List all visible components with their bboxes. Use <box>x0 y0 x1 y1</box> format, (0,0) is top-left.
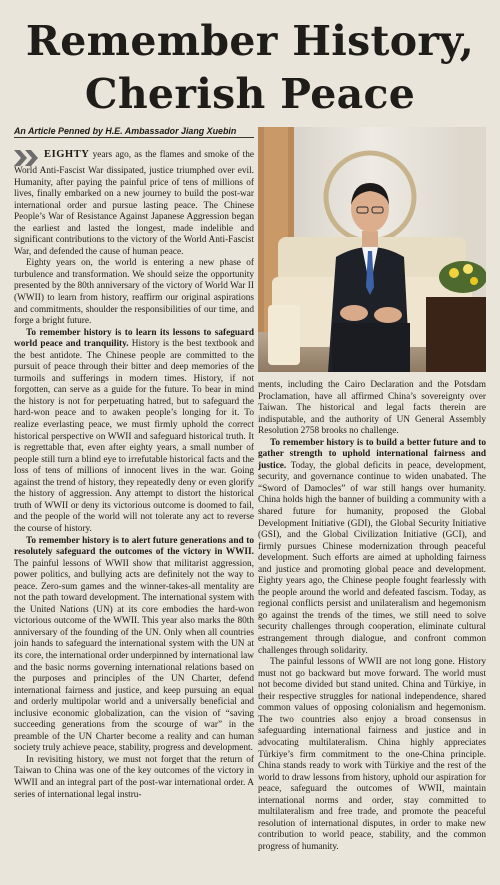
paragraph-4 <box>14 536 254 755</box>
paragraph-6: ments, including the Cairo Declaration and the Potsdam Proclamation, have all affirmed China’s sovereignty over Taiwan. The historical and legal facts therein are indisputable, and the authority of UN General Assembly Resolution 2758 brooks no challenge. <box>258 380 486 437</box>
paragraph-3 <box>14 328 254 536</box>
double-chevron-icon <box>14 150 40 166</box>
paragraph-4-heading: To remember history is to alert future generations and to resolutely safeguard the outcomes of the victory in WWII. <box>14 535 254 558</box>
portrait-image <box>258 127 486 372</box>
paragraph-5: In revisiting history, we must not forget that the return of Taiwan to China was one of the key outcomes of the victory in WWII and an integral part of the post-war international order. A series of international legal instru- <box>14 754 254 800</box>
paragraph-7-text: Today, the global deficits in peace, development, security, and governance continue to widen unabated. The “Sword of Damocles” of war still hangs over humanity. China holds high the banner of building a community with a shared future for humanity, proposed the Global Development Initiative (GDI), the Global Security Initiative (GSI), and the Global Civilization Initiative (GCI), and firmly pursues Chinese modernization through peaceful development. Such efforts are aimed at upholding fairness and justice and promoting global peace and development. Eighty years ago, the Chinese people fought fearlessly with the people around the world and defeated fascism. Today, as regional conflicts persist and unilateralism and hegemonism go against the trends of the times, we still need to solve security challenges through cooperation, eliminate cultural estrangement through dialogue, and confront common challenges through solidarity. <box>258 460 486 656</box>
paragraph-7 <box>258 438 486 657</box>
article-byline: An Article Penned by H.E. Ambassador Jiang Xuebin <box>14 126 237 136</box>
article-column-1 <box>14 149 254 881</box>
article-title-line-2: Cherish Peace <box>84 70 416 118</box>
ambassador-photo <box>258 127 486 372</box>
lead-word: EIGHTY <box>44 149 90 160</box>
paragraph-8: The painful lessons of WWII are not long gone. History must not go backward but move forward. The world must not become divided but stand united. China and Türkiye, in their respective struggles for national independence, shared common values of opposing colonialism and hegemonism. The two countries also enjoy a broad consensus in safeguarding international fairness and justice and in advocating multilateralism. China highly appreciates Türkiye’s firm commitment to the one-China principle. China stands ready to work with Türkiye and the rest of the world to draw lessons from history, uphold our aspiration for peace, safeguard the outcomes of WWII, maintain international norms and order, stay committed to multilateralism and free trade, and promote the peaceful resolution of international disputes, in order to make new contribution to world peace, stability, and the common progress of humanity. <box>258 657 486 852</box>
paragraph-7-heading: To remember history is to build a better future and to gather strength to uphold international fairness and justice. <box>258 437 486 471</box>
paragraph-3-text: History is the best textbook and the best antidote. The Chinese people are committed to the pursuit of peace through their bitter and deep memories of the turmoils and sufferings in modern times. History, if not forgotten, can serve as a guide for the future. To bear in mind the history is not for perpetuating hatred, but to safeguard the hard-won peace and to awaken people’s longing for it. To realize everlasting peace, we must firmly uphold the correct historical perspective on WWII and safeguard historical truth. It is regrettable that, even after eighty years, a small number of people still turn a blind eye to irrefutable historical facts and the loss of tens of millions of innocent lives in the war. Going against the trend of history, they repeatedly deny or even glorify the history of aggression. Any attempt to distort the historical truth of WWII or deny its victorious outcome is doomed to fail, and the people of the world will not tolerate any act to reverse the course of history. <box>14 339 254 534</box>
paragraph-4-text: The painful lessons of WWII show that militarist aggression, power politics, and bullying acts are definitely not the way to peace. Zero-sum games and the winner-takes-all mentality are not the path toward development. The international system with the United Nations (UN) at its core embodies the hard-won victorious outcome of the WWII. This year also marks the 80th anniversary of the founding of the UN. Only when all countries join hands to safeguard the international system with the UN at its core, the international order underpinned by international law and the basic norms governing international relations based on the purposes and principles of the UN Charter, defend international fairness and justice, and keep pursuing an equal and orderly multipolar world and a universally beneficial and inclusive economic globalization, can the vision of “saving succeeding generations from the scourge of war” in the preamble of the UN Charter become a reality and can human society truly achieve peace, stability, progress and development. <box>14 558 254 754</box>
article-title-line-1: Remember History, <box>25 17 475 65</box>
paragraph-1-text: years ago, as the flames and smoke of the World Anti-Fascist War dissipated, justice triumphed over evil. Humanity, after paying the painful price of tens of millions of lives, finally embarked on a new journey to build the post-war international order and pursue lasting peace. The Chinese People’s War of Resistance Against Japanese Aggression began the earliest and lasted the longest, made indelible and significant contributions to the victory of the World Anti-Fascist War, and defended the cause of human peace. <box>14 150 254 257</box>
article-column-2 <box>258 380 486 880</box>
paragraph-3-heading: To remember history is to learn its lessons to safeguard world peace and tranquility. <box>14 327 254 350</box>
byline-divider <box>14 137 254 138</box>
paragraph-1 <box>14 149 254 258</box>
paragraph-2: Eighty years on, the world is entering a new phase of turbulence and transformation. We should seize the opportunity presented by the 80th anniversary of the victory of World War II (WWII) to learn from history, reaffirm our original aspirations and commitments, shoulder the responsibilities of our time, and forge a bright future. <box>14 258 254 327</box>
